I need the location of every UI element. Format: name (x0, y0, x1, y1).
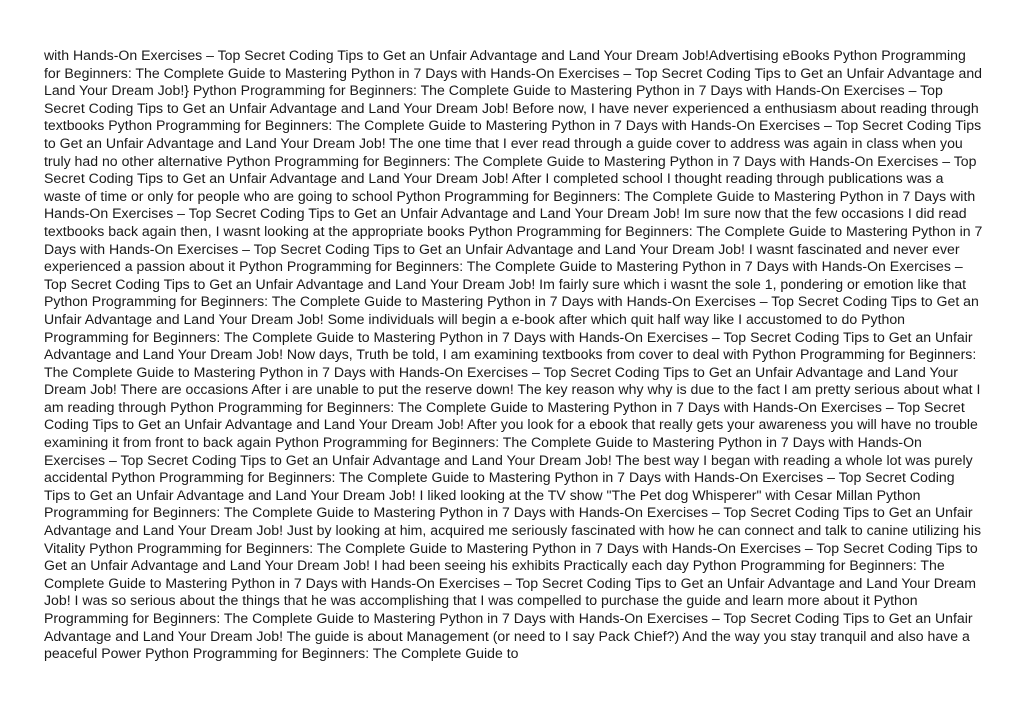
document-body-text: with Hands-On Exercises – Top Secret Coding Tips to Get an Unfair Advantage and Land Your Dream Job!Advertising eBooks Python Programming for Beginners: The Complete Guide to Mastering Python in 7 Days with Hands-On Exercises – Top Secret Coding Tips to Get an Unfair Advantage and Land Your Dream Job!} Python Programming for Beginners: The Complete Guide to Mastering Python in 7 Days with Hands-On Exercises – Top Secret Coding Tips to Get an Unfair Advantage and Land Your Dream Job! Before now, I have never experienced a enthusiasm about reading through textbooks Python Programming for Beginners: The Complete Guide to Mastering Python in 7 Days with Hands-On Exercises – Top Secret Coding Tips to Get an Unfair Advantage and Land Your Dream Job! The one time that I ever read through a guide cover to address was again in class when you truly had no other alternative Python Programming for Beginners: The Complete Guide to Mastering Python in 7 Days with Hands-On Exercises – Top Secret Coding Tips to Get an Unfair Advantage and Land Your Dream Job! After I completed school I thought reading through publications was a waste of time or only for people who are going to school Python Programming for Beginners: The Complete Guide to Mastering Python in 7 Days with Hands-On Exercises – Top Secret Coding Tips to Get an Unfair Advantage and Land Your Dream Job! Im sure now that the few occasions I did read textbooks back again then, I wasnt looking at the appropriate books Python Programming for Beginners: The Complete Guide to Mastering Python in 7 Days with Hands-On Exercises – Top Secret Coding Tips to Get an Unfair Advantage and Land Your Dream Job! I wasnt fascinated and never ever experienced a passion about it Python Programming for Beginners: The Complete Guide to Mastering Python in 7 Days with Hands-On Exercises – Top Secret Coding Tips to Get an Unfair Advantage and Land Your Dream Job! Im fairly sure which i wasnt the sole 1, pondering or emotion like that Python Programming for Beginners: The Complete Guide to Mastering Python in 7 Days with Hands-On Exercises – Top Secret Coding Tips to Get an Unfair Advantage and Land Your Dream Job! Some individuals will begin a e-book after which quit half way like I accustomed to do Python Programming for Beginners: The Complete Guide to Mastering Python in 7 Days with Hands-On Exercises – Top Secret Coding Tips to Get an Unfair Advantage and Land Your Dream Job! Now days, Truth be told, I am examining textbooks from cover to deal with Python Programming for Beginners: The Complete Guide to Mastering Python in 7 Days with Hands-On Exercises – Top Secret Coding Tips to Get an Unfair Advantage and Land Your Dream Job! There are occasions After i are unable to put the reserve down! The key reason why why is due to the fact I am pretty serious about what I am reading through Python Programming for Beginners: The Complete Guide to Mastering Python in 7 Days with Hands-On Exercises – Top Secret Coding Tips to Get an Unfair Advantage and Land Your Dream Job! After you look for a ebook that really gets your awareness you will have no trouble examining it from front to back again Python Programming for Beginners: The Complete Guide to Mastering Python in 7 Days with Hands-On Exercises – Top Secret Coding Tips to Get an Unfair Advantage and Land Your Dream Job! The best way I began with reading a whole lot was purely accidental Python Programming for Beginners: The Complete Guide to Mastering Python in 7 Days with Hands-On Exercises – Top Secret Coding Tips to Get an Unfair Advantage and Land Your Dream Job! I liked looking at the TV show "The Pet dog Whisperer" with Cesar Millan Python Programming for Beginners: The Complete Guide to Mastering Python in 7 Days with Hands-On Exercises – Top Secret Coding Tips to Get an Unfair Advantage and Land Your Dream Job! Just by looking at him, acquired me seriously fascinated with how he can connect and talk to canine utilizing his Vitality Python Programming for Beginners: The Complete Guide to Mastering Python in 7 Days with Hands-On Exercises – Top Secret Coding Tips to Get an Unfair Advantage and Land Your Dream Job! I had been seeing his exhibits Practically each day Python Programming for Beginners: The Complete Guide to Mastering Python in 7 Days with Hands-On Exercises – Top Secret Coding Tips to Get an Unfair Advantage and Land Your Dream Job! I was so serious about the things that he was accomplishing that I was compelled to purchase the guide and learn more about it Python Programming for Beginners: The Complete Guide to Mastering Python in 7 Days with Hands-On Exercises – Top Secret Coding Tips to Get an Unfair Advantage and Land Your Dream Job! The guide is about Management (or need to I say Pack Chief?) And the way you stay tranquil and also have a peaceful Power Python Programming for Beginners: The Complete Guide to (44, 47, 983, 662)
